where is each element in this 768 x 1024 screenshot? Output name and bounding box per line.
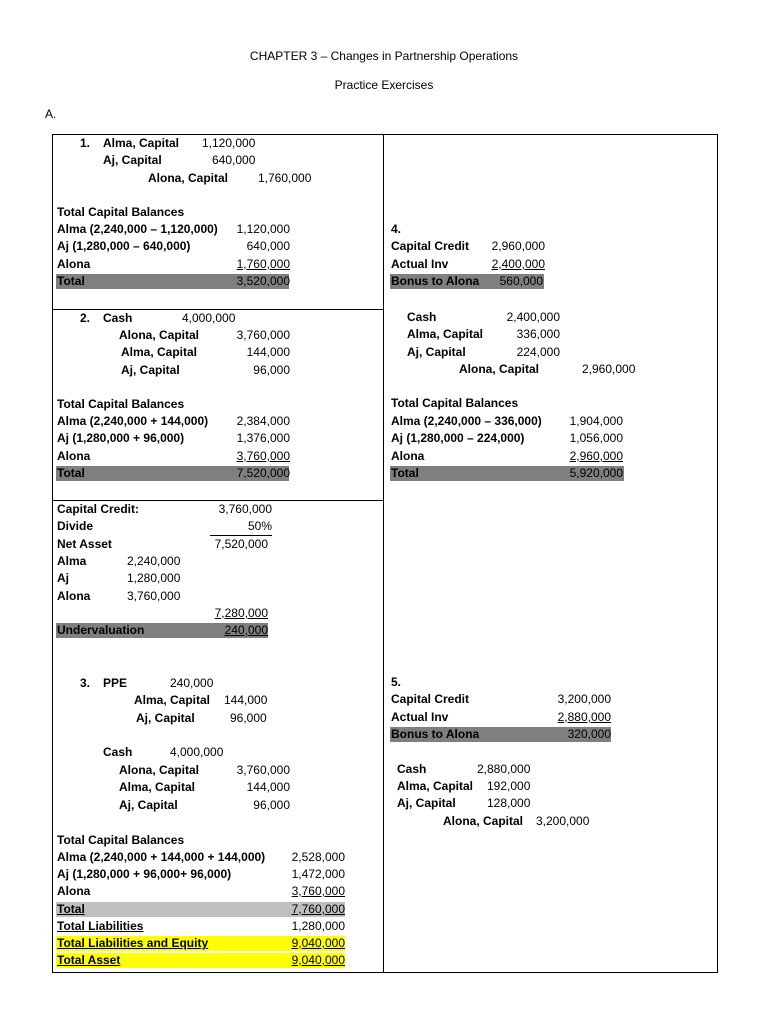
q2-partner-label: Alma — [57, 554, 87, 568]
q3-entry1-account: PPE — [103, 676, 128, 690]
q2-partner-label: Aj — [57, 571, 69, 585]
q4-tcb-label: Alona — [391, 449, 425, 463]
q4-entry-amount: 2,400,000 — [506, 310, 560, 324]
q2-calc-label: Capital Credit: — [57, 502, 140, 516]
q3-entry2-account: Alona, Capital — [119, 763, 200, 777]
q2-calc-label: Net Asset — [57, 537, 112, 551]
q2-calc-amount: 3,760,000 — [218, 502, 272, 516]
q5-bonus-amount: 320,000 — [567, 727, 611, 741]
q4-calc-amount: 2,400,000 — [491, 257, 545, 271]
q4-entry-account: Aj, Capital — [407, 345, 466, 359]
q3-tcb-amount: 2,528,000 — [291, 850, 345, 864]
q3-liabilities-label: Total Liabilities — [57, 919, 144, 933]
q3-total-asset-label: Total Asset — [57, 953, 121, 967]
q1-entry-account: Aj, Capital — [103, 153, 162, 167]
q4-calc-label: Capital Credit — [391, 239, 470, 253]
q2-partners-total: 7,280,000 — [214, 606, 268, 620]
q3-entry1-account: Aj, Capital — [136, 711, 195, 725]
q1-number: 1. — [80, 136, 91, 150]
q4-entry-account: Cash — [407, 310, 437, 324]
q3-number: 3. — [80, 676, 91, 690]
q3-liab-equity-label: Total Liabilities and Equity — [57, 936, 209, 950]
q2-undervaluation-label: Undervaluation — [57, 623, 145, 637]
q2-entry-amount: 96,000 — [253, 363, 290, 377]
q2-number: 2. — [80, 311, 91, 325]
q2-entry-amount: 4,000,000 — [182, 311, 236, 325]
q4-entry-account: Alona, Capital — [459, 362, 540, 376]
q4-tcb-label: Alma (2,240,000 – 336,000) — [391, 414, 542, 428]
q5-entry-amount: 3,200,000 — [536, 814, 590, 828]
q3-total-asset-amount: 9,040,000 — [291, 953, 345, 967]
q2-tcb-amount: 2,384,000 — [236, 414, 290, 428]
q2-tcb-label: Alma (2,240,000 + 144,000) — [57, 414, 209, 428]
q3-tcb-label: Aj (1,280,000 + 96,000+ 96,000) — [57, 867, 232, 881]
q1-tcb-total-label: Total — [57, 274, 85, 288]
q3-tcb-amount: 3,760,000 — [291, 884, 345, 898]
q2-partner-label: Alona — [57, 589, 91, 603]
q3-liab-equity-amount: 9,040,000 — [291, 936, 345, 950]
q3-tcb-total-amount: 7,760,000 — [291, 902, 345, 916]
q5-entry-account: Aj, Capital — [397, 796, 456, 810]
q5-entry-amount: 128,000 — [487, 796, 531, 810]
q3-entry2-amount: 3,760,000 — [236, 763, 290, 777]
q4-tcb-amount: 2,960,000 — [569, 449, 623, 463]
q4-tcb-total-label: Total — [391, 466, 419, 480]
column-divider — [383, 134, 384, 972]
q1-entry-amount: 640,000 — [212, 153, 256, 167]
q3-liabilities-amount: 1,280,000 — [291, 919, 345, 933]
q1-tcb-total-amount: 3,520,000 — [236, 274, 290, 288]
q2-tcb-title: Total Capital Balances — [57, 397, 185, 411]
q5-number: 5. — [391, 675, 402, 689]
q1-entry-account: Alma, Capital — [103, 136, 180, 150]
q3-entry2-account: Cash — [103, 745, 133, 759]
q2-entry-account: Alma, Capital — [121, 345, 198, 359]
q2-tcb-total-label: Total — [57, 466, 85, 480]
section-label: A. — [45, 107, 57, 121]
q5-calc-label: Capital Credit — [391, 692, 470, 706]
q4-number: 4. — [391, 222, 402, 236]
q3-entry2-amount: 96,000 — [253, 798, 290, 812]
q2-tcb-amount: 3,760,000 — [236, 449, 290, 463]
q2-partner-amount: 3,760,000 — [127, 589, 181, 603]
row-divider-1 — [52, 309, 383, 310]
q2-entry-amount: 3,760,000 — [236, 328, 290, 342]
q5-calc-amount: 2,880,000 — [557, 710, 611, 724]
q1-entry-amount: 1,760,000 — [258, 171, 312, 185]
q2-calc-label: Divide — [57, 519, 94, 533]
q3-tcb-label: Alona — [57, 884, 91, 898]
chapter-title: CHAPTER 3 – Changes in Partnership Operations — [249, 49, 519, 63]
q4-tcb-title: Total Capital Balances — [391, 396, 519, 410]
q1-tcb-title: Total Capital Balances — [57, 205, 185, 219]
q4-tcb-amount: 1,056,000 — [569, 431, 623, 445]
q2-entry-account: Cash — [103, 311, 133, 325]
q4-entry-amount: 336,000 — [516, 327, 560, 341]
q3-entry2-amount: 144,000 — [246, 780, 290, 794]
subtitle: Practice Exercises — [334, 78, 434, 92]
q3-entry1-amount: 240,000 — [170, 676, 214, 690]
q3-tcb-total-label: Total — [57, 902, 85, 916]
q3-entry1-account: Alma, Capital — [134, 693, 211, 707]
q2-tcb-amount: 1,376,000 — [236, 431, 290, 445]
q3-entry2-amount: 4,000,000 — [170, 745, 224, 759]
q3-tcb-title: Total Capital Balances — [57, 833, 185, 847]
q2-divide-line — [210, 535, 272, 536]
q5-entry-account: Alma, Capital — [397, 779, 474, 793]
q1-tcb-label: Alma (2,240,000 – 1,120,000) — [57, 222, 218, 236]
q2-entry-account: Alona, Capital — [119, 328, 200, 342]
q4-entry-amount: 2,960,000 — [582, 362, 636, 376]
q4-tcb-total-amount: 5,920,000 — [569, 466, 623, 480]
q5-entry-amount: 192,000 — [487, 779, 531, 793]
q1-tcb-label: Aj (1,280,000 – 640,000) — [57, 239, 191, 253]
q4-calc-label: Actual Inv — [391, 257, 449, 271]
q5-entry-account: Alona, Capital — [443, 814, 524, 828]
q2-partner-amount: 1,280,000 — [127, 571, 181, 585]
q2-entry-account: Aj, Capital — [121, 363, 180, 377]
q1-tcb-amount: 1,760,000 — [236, 257, 290, 271]
q2-tcb-label: Alona — [57, 449, 91, 463]
q4-tcb-label: Aj (1,280,000 – 224,000) — [391, 431, 525, 445]
q3-tcb-label: Alma (2,240,000 + 144,000 + 144,000) — [57, 850, 266, 864]
q1-tcb-amount: 1,120,000 — [236, 222, 290, 236]
q1-tcb-amount: 640,000 — [246, 239, 290, 253]
q2-partner-amount: 2,240,000 — [127, 554, 181, 568]
q4-bonus-amount: 560,000 — [499, 274, 543, 288]
q3-entry1-amount: 144,000 — [224, 693, 268, 707]
q1-entry-amount: 1,120,000 — [202, 136, 256, 150]
q4-entry-account: Alma, Capital — [407, 327, 484, 341]
q4-entry-amount: 224,000 — [516, 345, 560, 359]
q2-tcb-label: Aj (1,280,000 + 96,000) — [57, 431, 185, 445]
q2-calc-amount: 7,520,000 — [214, 537, 268, 551]
q3-entry2-account: Alma, Capital — [119, 780, 196, 794]
q4-tcb-amount: 1,904,000 — [569, 414, 623, 428]
q5-calc-amount: 3,200,000 — [557, 692, 611, 706]
q5-calc-label: Actual Inv — [391, 710, 449, 724]
q5-entry-account: Cash — [397, 762, 427, 776]
q2-tcb-total-amount: 7,520,000 — [236, 466, 290, 480]
q5-bonus-label: Bonus to Alona — [391, 727, 480, 741]
q4-calc-amount: 2,960,000 — [491, 239, 545, 253]
q1-tcb-label: Alona — [57, 257, 91, 271]
q5-entry-amount: 2,880,000 — [477, 762, 531, 776]
row-divider-2 — [52, 500, 383, 501]
q3-entry2-account: Aj, Capital — [119, 798, 178, 812]
q2-calc-amount: 50% — [247, 519, 272, 533]
q2-entry-amount: 144,000 — [246, 345, 290, 359]
q1-entry-account: Alona, Capital — [148, 171, 229, 185]
q3-tcb-amount: 1,472,000 — [291, 867, 345, 881]
q3-entry1-amount: 96,000 — [230, 711, 267, 725]
q2-undervaluation-amount: 240,000 — [224, 623, 268, 637]
q4-bonus-label: Bonus to Alona — [391, 274, 480, 288]
